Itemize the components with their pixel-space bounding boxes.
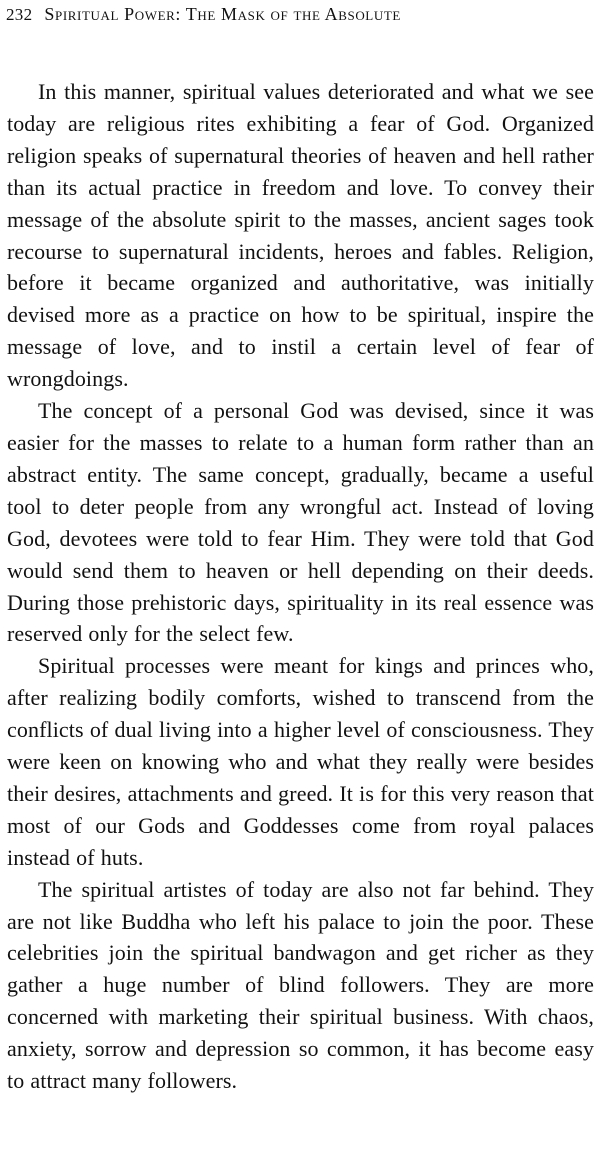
paragraph-4: The spiritual artistes of today are also not far behind. They are not like Buddha who left his palace to join the poor. These celebrities join the spiritual bandwagon and get richer as they gather a huge number of blind followers. They are more concerned with marketing their spiritual business. With chaos, anxiety, sorrow and depression so common, it has become easy to attract many followers.	[7, 876, 594, 1094]
paragraph-3: Spiritual processes were meant for kings and princes who, after realizing bodily comforts, wished to transcend from the conflicts of dual living into a higher level of consciousness. They were keen on knowing who and what they really were besides their desires, attachments and greed. It is for this very reason that most of our Gods and Goddesses come from royal palaces instead of huts.	[7, 653, 594, 870]
page-body	[7, 76, 594, 1097]
running-head-title: Spiritual Power: The Mask of the Absolute	[44, 4, 401, 24]
page-number: 232	[6, 5, 33, 24]
paragraph-2: The concept of a personal God was devised, since it was easier for the masses to relate to a human form rather than an abstract entity. The same concept, gradually, became a useful tool to deter people from any wrongful act. Instead of loving God, devotees were told to fear Him. They were told that God would send them to heaven or hell depending on their deeds. During those prehistoric days, spirituality in its real essence was reserved only for the select few.	[7, 398, 594, 647]
running-head	[6, 3, 401, 25]
paragraph-1: In this manner, spiritual values deteriorated and what we see today are religious rites exhibiting a fear of God. Organized religion speaks of supernatural theories of heaven and hell rather than its actual practice in freedom and love. To convey their message of the absolute spirit to the masses, ancient sages took recourse to supernatural incidents, heroes and fables. Religion, before it became organized and authoritative, was initially devised more as a practice on how to be spiritual, inspire the message of love, and to instil a certain level of fear of wrongdoings.	[7, 79, 594, 392]
